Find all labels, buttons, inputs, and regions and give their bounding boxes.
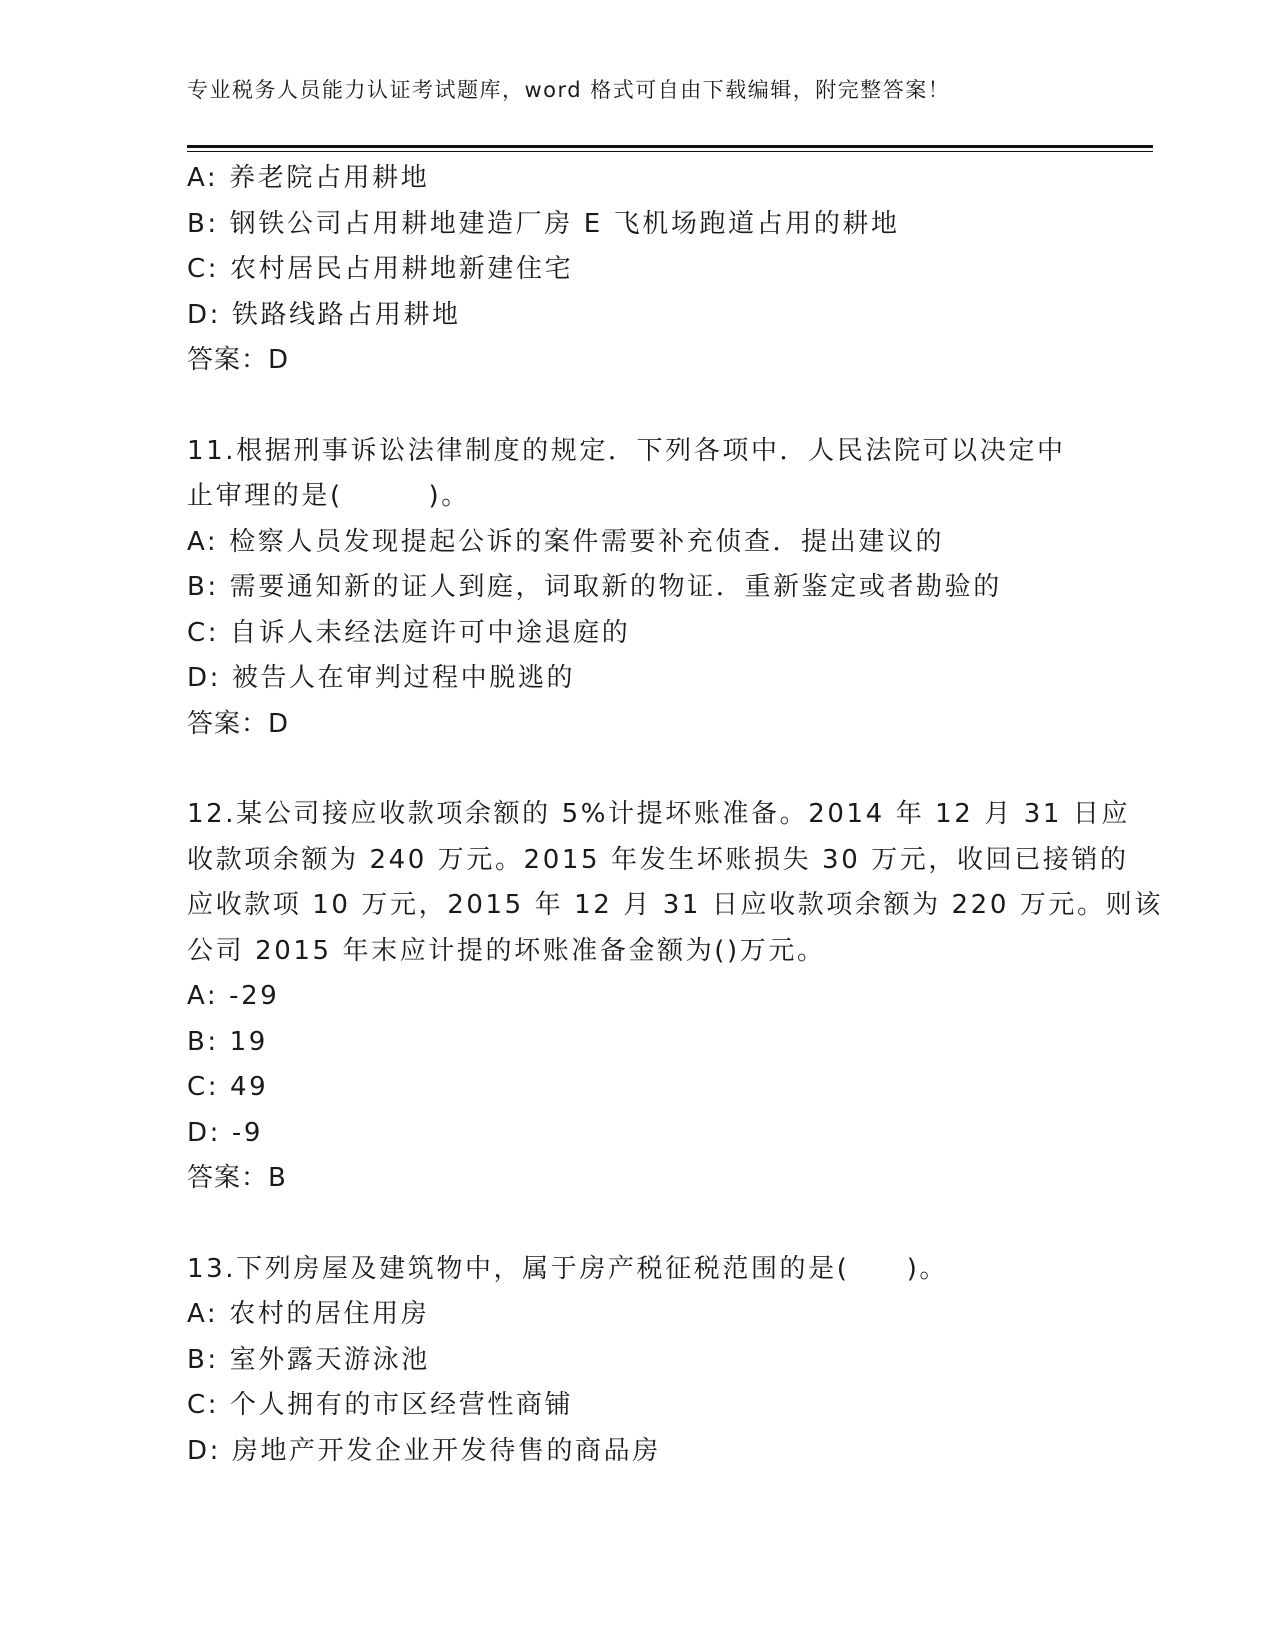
option-c: C: 农村居民占用耕地新建住宅: [187, 254, 574, 284]
spacer: [187, 384, 1087, 429]
option-c: C: 个人拥有的市区经营性商铺: [187, 1390, 574, 1420]
header-rule-thin: [187, 151, 1153, 152]
option-a: A: 养老院占用耕地: [187, 163, 430, 193]
question-stem-line: 止审理的是( )。: [187, 481, 470, 511]
question-13: [187, 1247, 1087, 1475]
question-10-continued: [187, 156, 1087, 384]
question-stem-line: 应收款项 10 万元，2015 年 12 月 31 日应收款项余额为 220 万元。则该: [187, 890, 1163, 920]
option-b: B: 需要通知新的证人到庭，词取新的物证．重新鉴定或者勘验的: [187, 572, 1002, 602]
option-d: D: 铁路线路占用耕地: [187, 299, 461, 330]
option-a: A: 农村的居住用房: [187, 1299, 430, 1329]
option-d: D: 房地产开发企业开发待售的商品房: [187, 1435, 661, 1466]
question-content: [187, 156, 1163, 1474]
question-11: [187, 429, 1087, 748]
spacer: [187, 747, 1087, 792]
option-c: C: 自诉人未经法庭许可中途退庭的: [187, 617, 631, 648]
option-d: D: 被告人在审判过程中脱逃的: [187, 663, 576, 693]
spacer: [187, 1202, 1087, 1247]
question-stem-line: 公司 2015 年末应计提的坏账准备金额为()万元。: [187, 935, 826, 966]
question-stem-line: 13.下列房屋及建筑物中，属于房产税征税范围的是( )。: [187, 1253, 949, 1284]
option-d: D: -9: [187, 1117, 263, 1148]
question-stem-line: 收款项余额为 240 万元。2015 年发生坏账损失 30 万元，收回已接销的: [187, 844, 1129, 875]
answer: 答案：D: [187, 345, 290, 375]
option-b: B: 19: [187, 1026, 268, 1057]
question-12: [187, 792, 1163, 1202]
question-stem-line: 12.某公司接应收款项余额的 5%计提坏账准备。2014 年 12 月 31 日应: [187, 799, 1131, 829]
option-a: A: 检察人员发现提起公诉的案件需要补充侦查．提出建议的: [187, 526, 945, 557]
option-b: B: 钢铁公司占用耕地建造厂房 E 飞机场跑道占用的耕地: [187, 208, 900, 239]
question-stem-line: 11.根据刑事诉讼法律制度的规定．下列各项中．人民法院可以决定中: [187, 435, 1066, 466]
page-header: 专业税务人员能力认证考试题库，word 格式可自由下载编辑，附完整答案！: [187, 78, 951, 102]
answer: 答案：D: [187, 708, 290, 739]
option-c: C: 49: [187, 1072, 269, 1102]
option-a: A: -29: [187, 981, 280, 1011]
answer: 答案：B: [187, 1163, 287, 1193]
option-b: B: 室外露天游泳池: [187, 1344, 430, 1375]
header-rule-thick: [187, 145, 1153, 148]
